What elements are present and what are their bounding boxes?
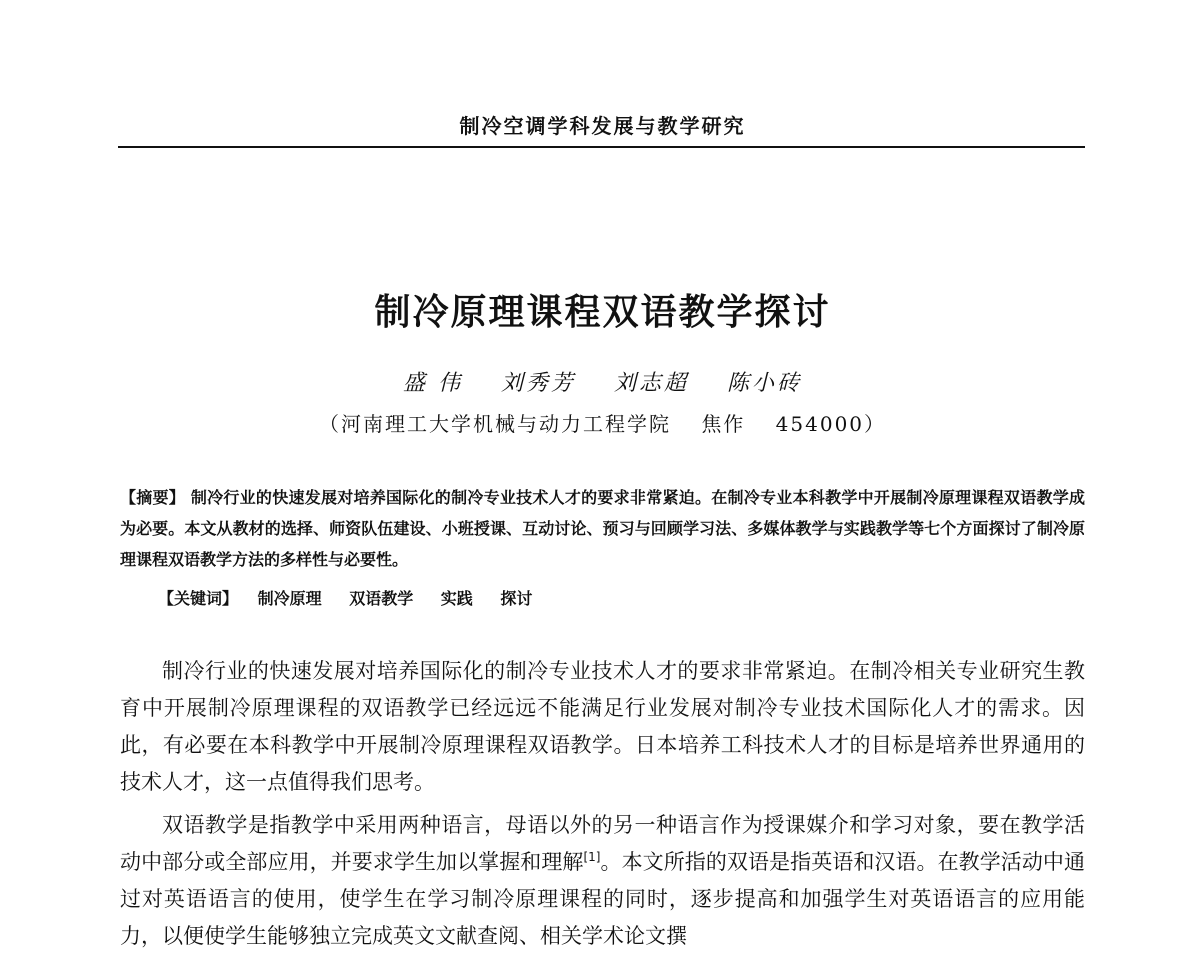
affiliation [120,408,1085,437]
affiliation-postcode: 454000） [775,412,887,436]
body-text [120,653,1085,961]
keyword: 制冷原理 [257,589,322,608]
running-header: 制冷空调学科发展与教学研究 [459,114,746,138]
abstract-label: 【摘要】 [120,488,186,507]
body-paragraph: 制冷行业的快速发展对培养国际化的制冷专业技术人才的要求非常紧迫。在制冷相关专业研究生教育中开展制冷原理课程的双语教学已经远远不能满足行业发展对制冷专业技术国际化人才的需求。因此，有必要在本科教学中开展制冷原理课程双语教学。日本培养工科技术人才的目标是培养世界通用的技术人才，这一点值得我们思考。 [120,659,1085,794]
affiliation-institution: （河南理工大学机械与动力工程学院 [318,412,671,436]
keyword: 双语教学 [349,589,414,608]
article-title: 制冷原理课程双语教学探讨 [374,292,831,333]
header-rule [118,146,1085,148]
affiliation-city: 焦作 [701,412,746,436]
author-name: 刘志超 [613,371,689,396]
author-list [120,366,1085,397]
abstract [120,482,1085,575]
body-text-segment: 。本文所指的双语是指英语和汉语。在教学活动中通过对英语语言的使用，使学生在学习制冷原理课程的同时，逐步提高和加强学生对英语语言的应用能力，以便使学生能够独立完成英文文献查阅、相关学术论文撰 [120,850,1085,948]
keyword: 探讨 [500,589,533,608]
keywords [158,586,1083,609]
body-paragraph [120,807,1085,955]
keywords-label: 【关键词】 [158,589,239,608]
author-name: 陈小砖 [727,371,803,396]
body-text-segment: 双语教学是指教学中采用两种语言，母语以外的另一种语言作为授课媒介和学习对象，要在教学活动中部分或全部应用，并要求学生加以掌握和理解 [120,813,1085,874]
citation-marker[interactable]: [1] [583,850,601,864]
author-name: 盛 伟 [402,371,463,396]
author-name: 刘秀芳 [500,371,576,396]
keyword: 实践 [440,589,473,608]
abstract-text: 制冷行业的快速发展对培养国际化的制冷专业技术人才的要求非常紧迫。在制冷专业本科教学中开展制冷原理课程双语教学成为必要。本文从教材的选择、师资队伍建设、小班授课、互动讨论、预习与回顾学习法、多媒体教学与实践教学等七个方面探讨了制冷原理课程双语教学方法的多样性与必要性。 [120,488,1085,569]
